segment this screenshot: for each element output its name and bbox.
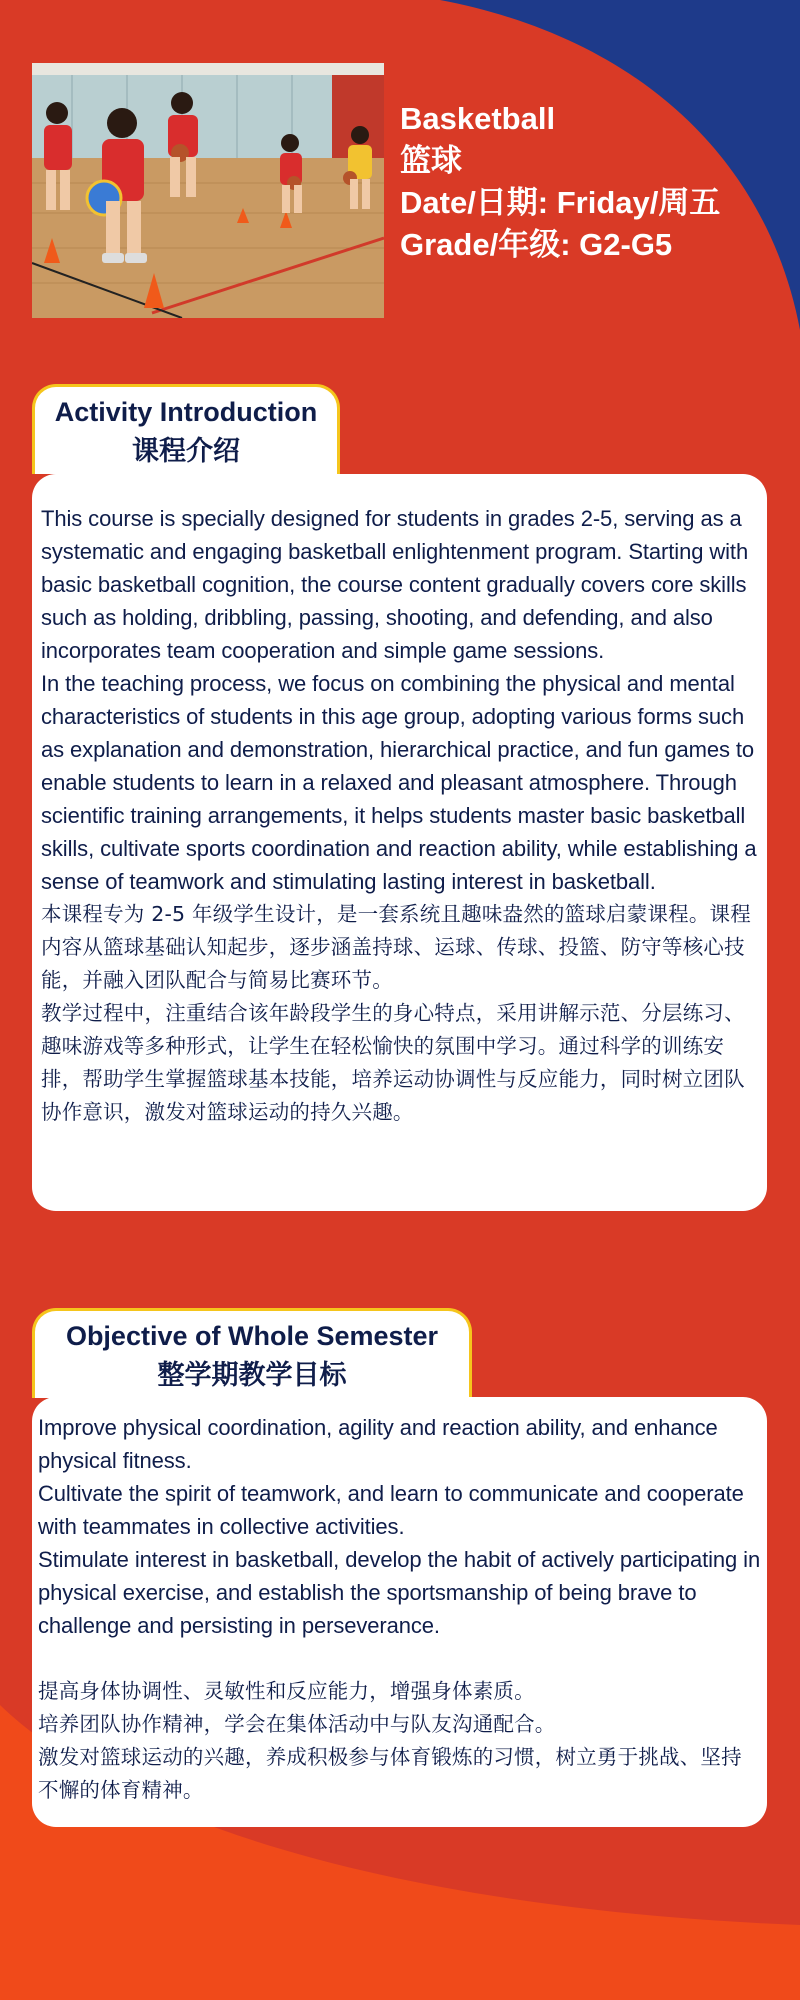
objective-tab-title-en: Objective of Whole Semester — [65, 1321, 439, 1351]
intro-tab — [32, 384, 340, 474]
intro-paragraph-zh-2: 教学过程中，注重结合该年龄段学生的身心特点，采用讲解示范、分层练习、趣味游戏等多种形式，让学生在轻松愉快的氛围中学习。通过科学的训练安排，帮助学生掌握篮球基本技能，培养运动协调性与反应能力，同时树立团队协作意识，激发对篮球运动的持久兴趣。 — [41, 1001, 745, 1124]
grade-line: Grade/年级: G2-G5 — [400, 227, 673, 262]
objective-item-en-1: Improve physical coordination, agility and reaction ability, and enhance physical fitness. — [38, 1415, 718, 1473]
objective-card — [32, 1397, 767, 1827]
objective-tab-title-zh: 整学期教学目标 — [157, 1360, 347, 1390]
intro-paragraph-en-1: This course is specially designed for students in grades 2-5, serving as a systematic and engaging basketball enlightenment program. Starting with basic basketball cognition, the course content gradually covers core skills such as holding, dribbling, passing, shooting, and defending, and also incorporates team cooperation and simple game sessions. — [41, 506, 749, 663]
intro-tab-title-en: Activity Introduction — [54, 397, 318, 427]
title-zh: 篮球 — [400, 143, 462, 178]
photo-illustration — [32, 63, 384, 318]
paragraph-spacer — [38, 1642, 761, 1675]
class-info — [400, 98, 720, 266]
basketball-class-photo — [32, 63, 384, 318]
objective-item-zh-1: 提高身体协调性、灵敏性和反应能力，增强身体素质。 — [38, 1679, 535, 1703]
date-line: Date/日期: Friday/周五 — [400, 185, 721, 220]
objective-tab — [32, 1308, 472, 1398]
title-en: Basketball — [400, 101, 556, 136]
objective-item-en-2: Cultivate the spirit of teamwork, and learn to communicate and cooperate with teammates in collective activities. — [38, 1481, 744, 1539]
objective-item-zh-2: 培养团队协作精神，学会在集体活动中与队友沟通配合。 — [38, 1712, 556, 1736]
intro-tab-title-zh: 课程介绍 — [132, 436, 240, 466]
intro-paragraph-en-2: In the teaching process, we focus on combining the physical and mental characteristics of students in this age group, adopting various forms such as explanation and demonstration, hierarchical practice, and fun games to enable students to learn in a relaxed and pleasant atmosphere. Through scientific training arrangements, it helps students master basic basketball skills, cultivate sports coordination and reaction ability, while establishing a sense of teamwork and stimulating lasting interest in basketball. — [41, 671, 757, 894]
intro-card — [32, 474, 767, 1211]
intro-paragraph-zh-1: 本课程专为 2-5 年级学生设计，是一套系统且趣味盎然的篮球启蒙课程。课程内容从篮球基础认知起步，逐步涵盖持球、运球、传球、投篮、防守等核心技能，并融入团队配合与简易比赛环节。 — [41, 902, 751, 992]
objective-item-en-3: Stimulate interest in basketball, develop the habit of actively participating in physical exercise, and establish the sportsmanship of being brave to challenge and persisting in perseverance. — [38, 1547, 761, 1638]
objective-item-zh-3: 激发对篮球运动的兴趣，养成积极参与体育锻炼的习惯，树立勇于挑战、坚持不懈的体育精神。 — [38, 1745, 742, 1802]
